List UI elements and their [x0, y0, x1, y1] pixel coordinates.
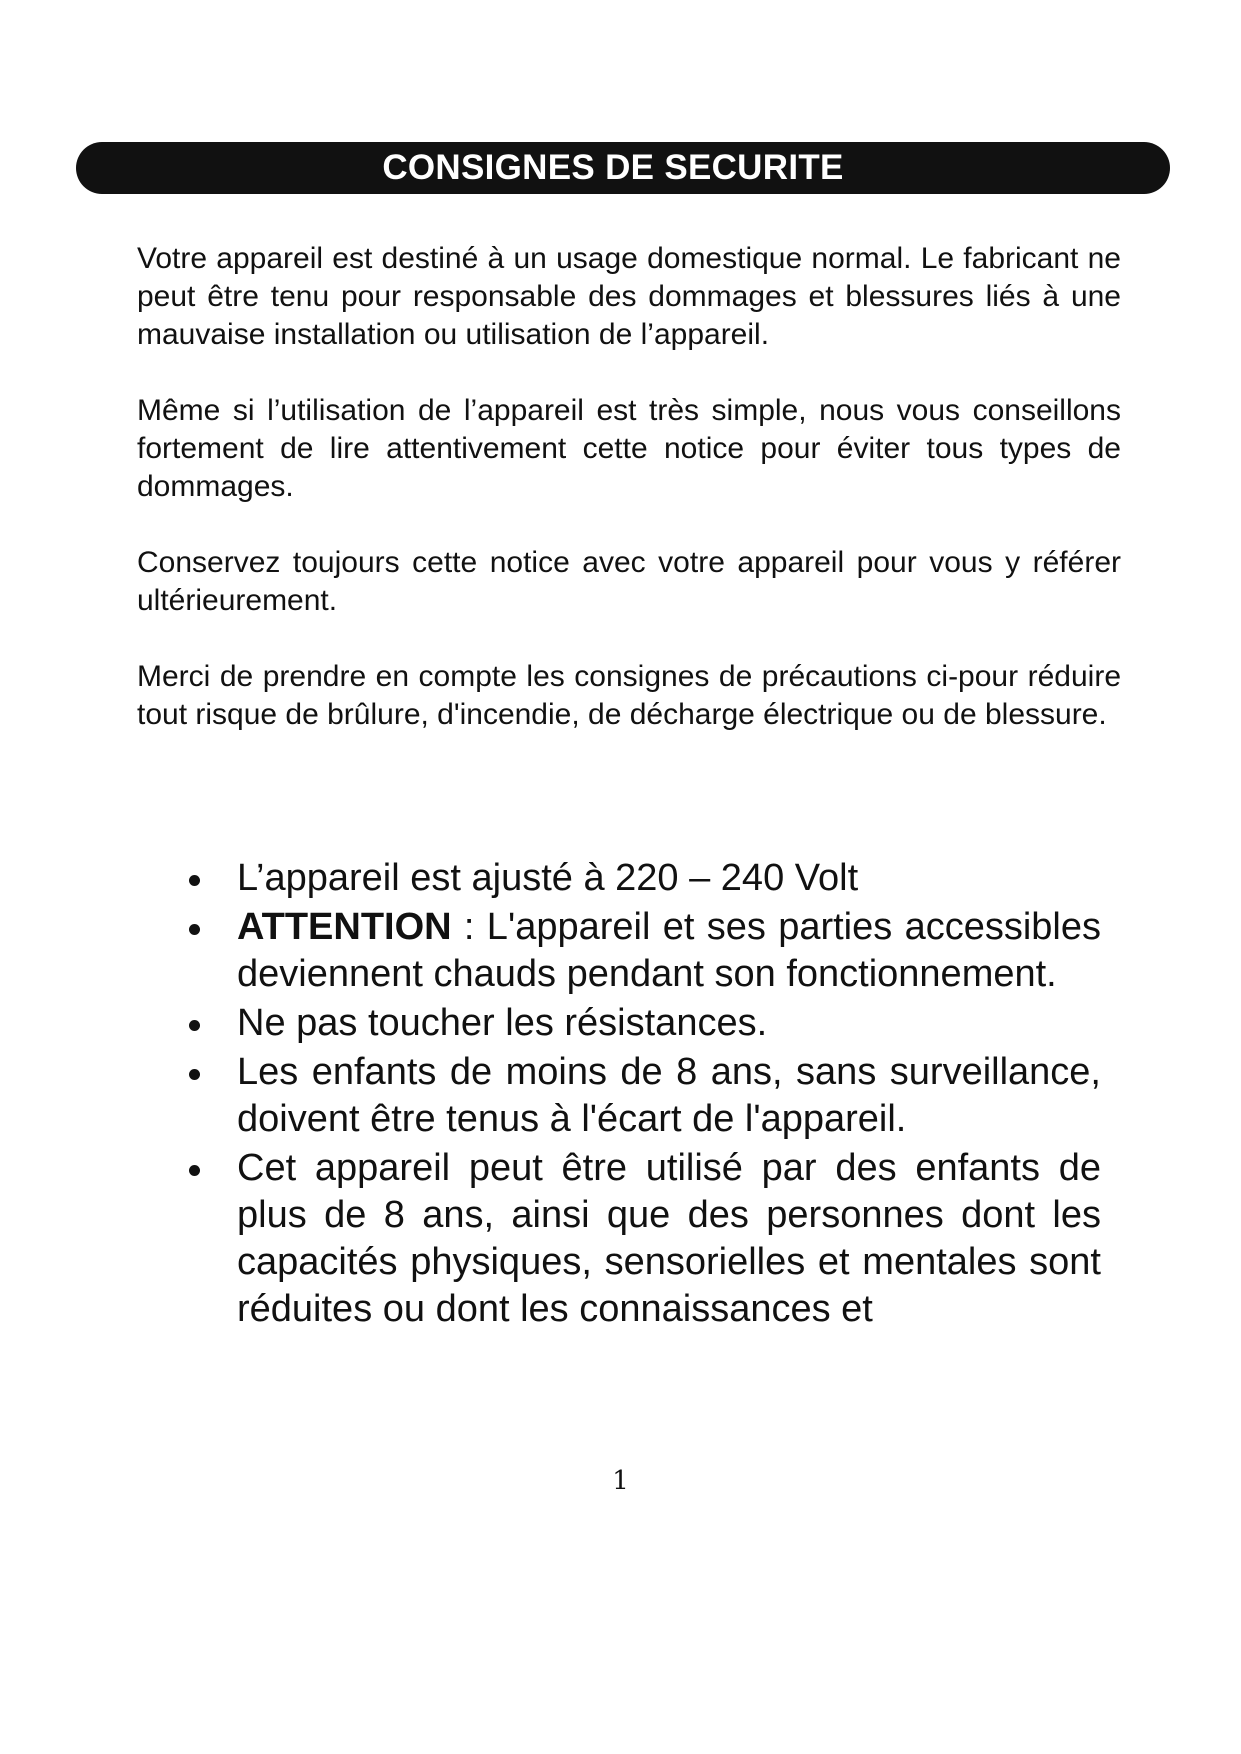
- bullet-text: Cet appareil peut être utilisé par des enfants de plus de 8 ans, ainsi que des personnes dont les capacités physiques, sensorielles et mentales sont réduites ou dont les connaissances et: [237, 1147, 1101, 1330]
- intro-paragraph-usage: Votre appareil est destiné à un usage domestique normal. Le fabricant ne peut être tenu pour responsable des dommages et blessures liés à une mauvaise installation ou utilisation de l’appareil.: [137, 242, 1121, 351]
- section-title-banner: [76, 142, 1170, 194]
- bullet-item-attention: [185, 904, 1101, 998]
- bullet-dot-icon: [189, 924, 200, 935]
- intro-paragraph-keep-notice: Conservez toujours cette notice avec votre appareil pour vous y référer ultérieurement.: [137, 546, 1121, 617]
- intro-section: [137, 240, 1121, 734]
- bullet-warning-label: ATTENTION: [237, 906, 452, 948]
- bullet-item-resistances: [185, 1000, 1101, 1047]
- bullet-text: L’appareil est ajusté à 220 – 240 Volt: [237, 857, 859, 899]
- bullet-dot-icon: [189, 875, 200, 886]
- intro-paragraph-precautions: Merci de prendre en compte les consignes de précautions ci-pour réduire tout risque de brûlure, d'incendie, de décharge électrique ou de blessure.: [137, 660, 1121, 731]
- page-number: 1: [612, 1466, 629, 1496]
- bullet-dot-icon: [189, 1069, 200, 1080]
- intro-paragraph-read-notice: Même si l’utilisation de l’appareil est très simple, nous vous conseillons fortement de lire attentivement cette notice pour éviter tous types de dommages.: [137, 394, 1121, 503]
- section-title: CONSIGNES DE SECURITE: [382, 148, 844, 187]
- bullet-text: Les enfants de moins de 8 ans, sans surveillance, doivent être tenus à l'écart de l'appareil.: [237, 1051, 1101, 1140]
- bullet-dot-icon: [189, 1020, 200, 1031]
- bullet-text: Ne pas toucher les résistances.: [237, 1002, 768, 1044]
- bullet-dot-icon: [189, 1165, 200, 1176]
- bullet-item-children-under-8: [185, 1049, 1101, 1143]
- bullet-item-voltage: [185, 855, 1101, 902]
- bullet-text: : L'appareil et ses parties accessibles deviennent chauds pendant son fonctionnement.: [237, 906, 1101, 995]
- bullet-item-children-over-8: [185, 1145, 1101, 1333]
- safety-bullet-list: [185, 855, 1101, 1335]
